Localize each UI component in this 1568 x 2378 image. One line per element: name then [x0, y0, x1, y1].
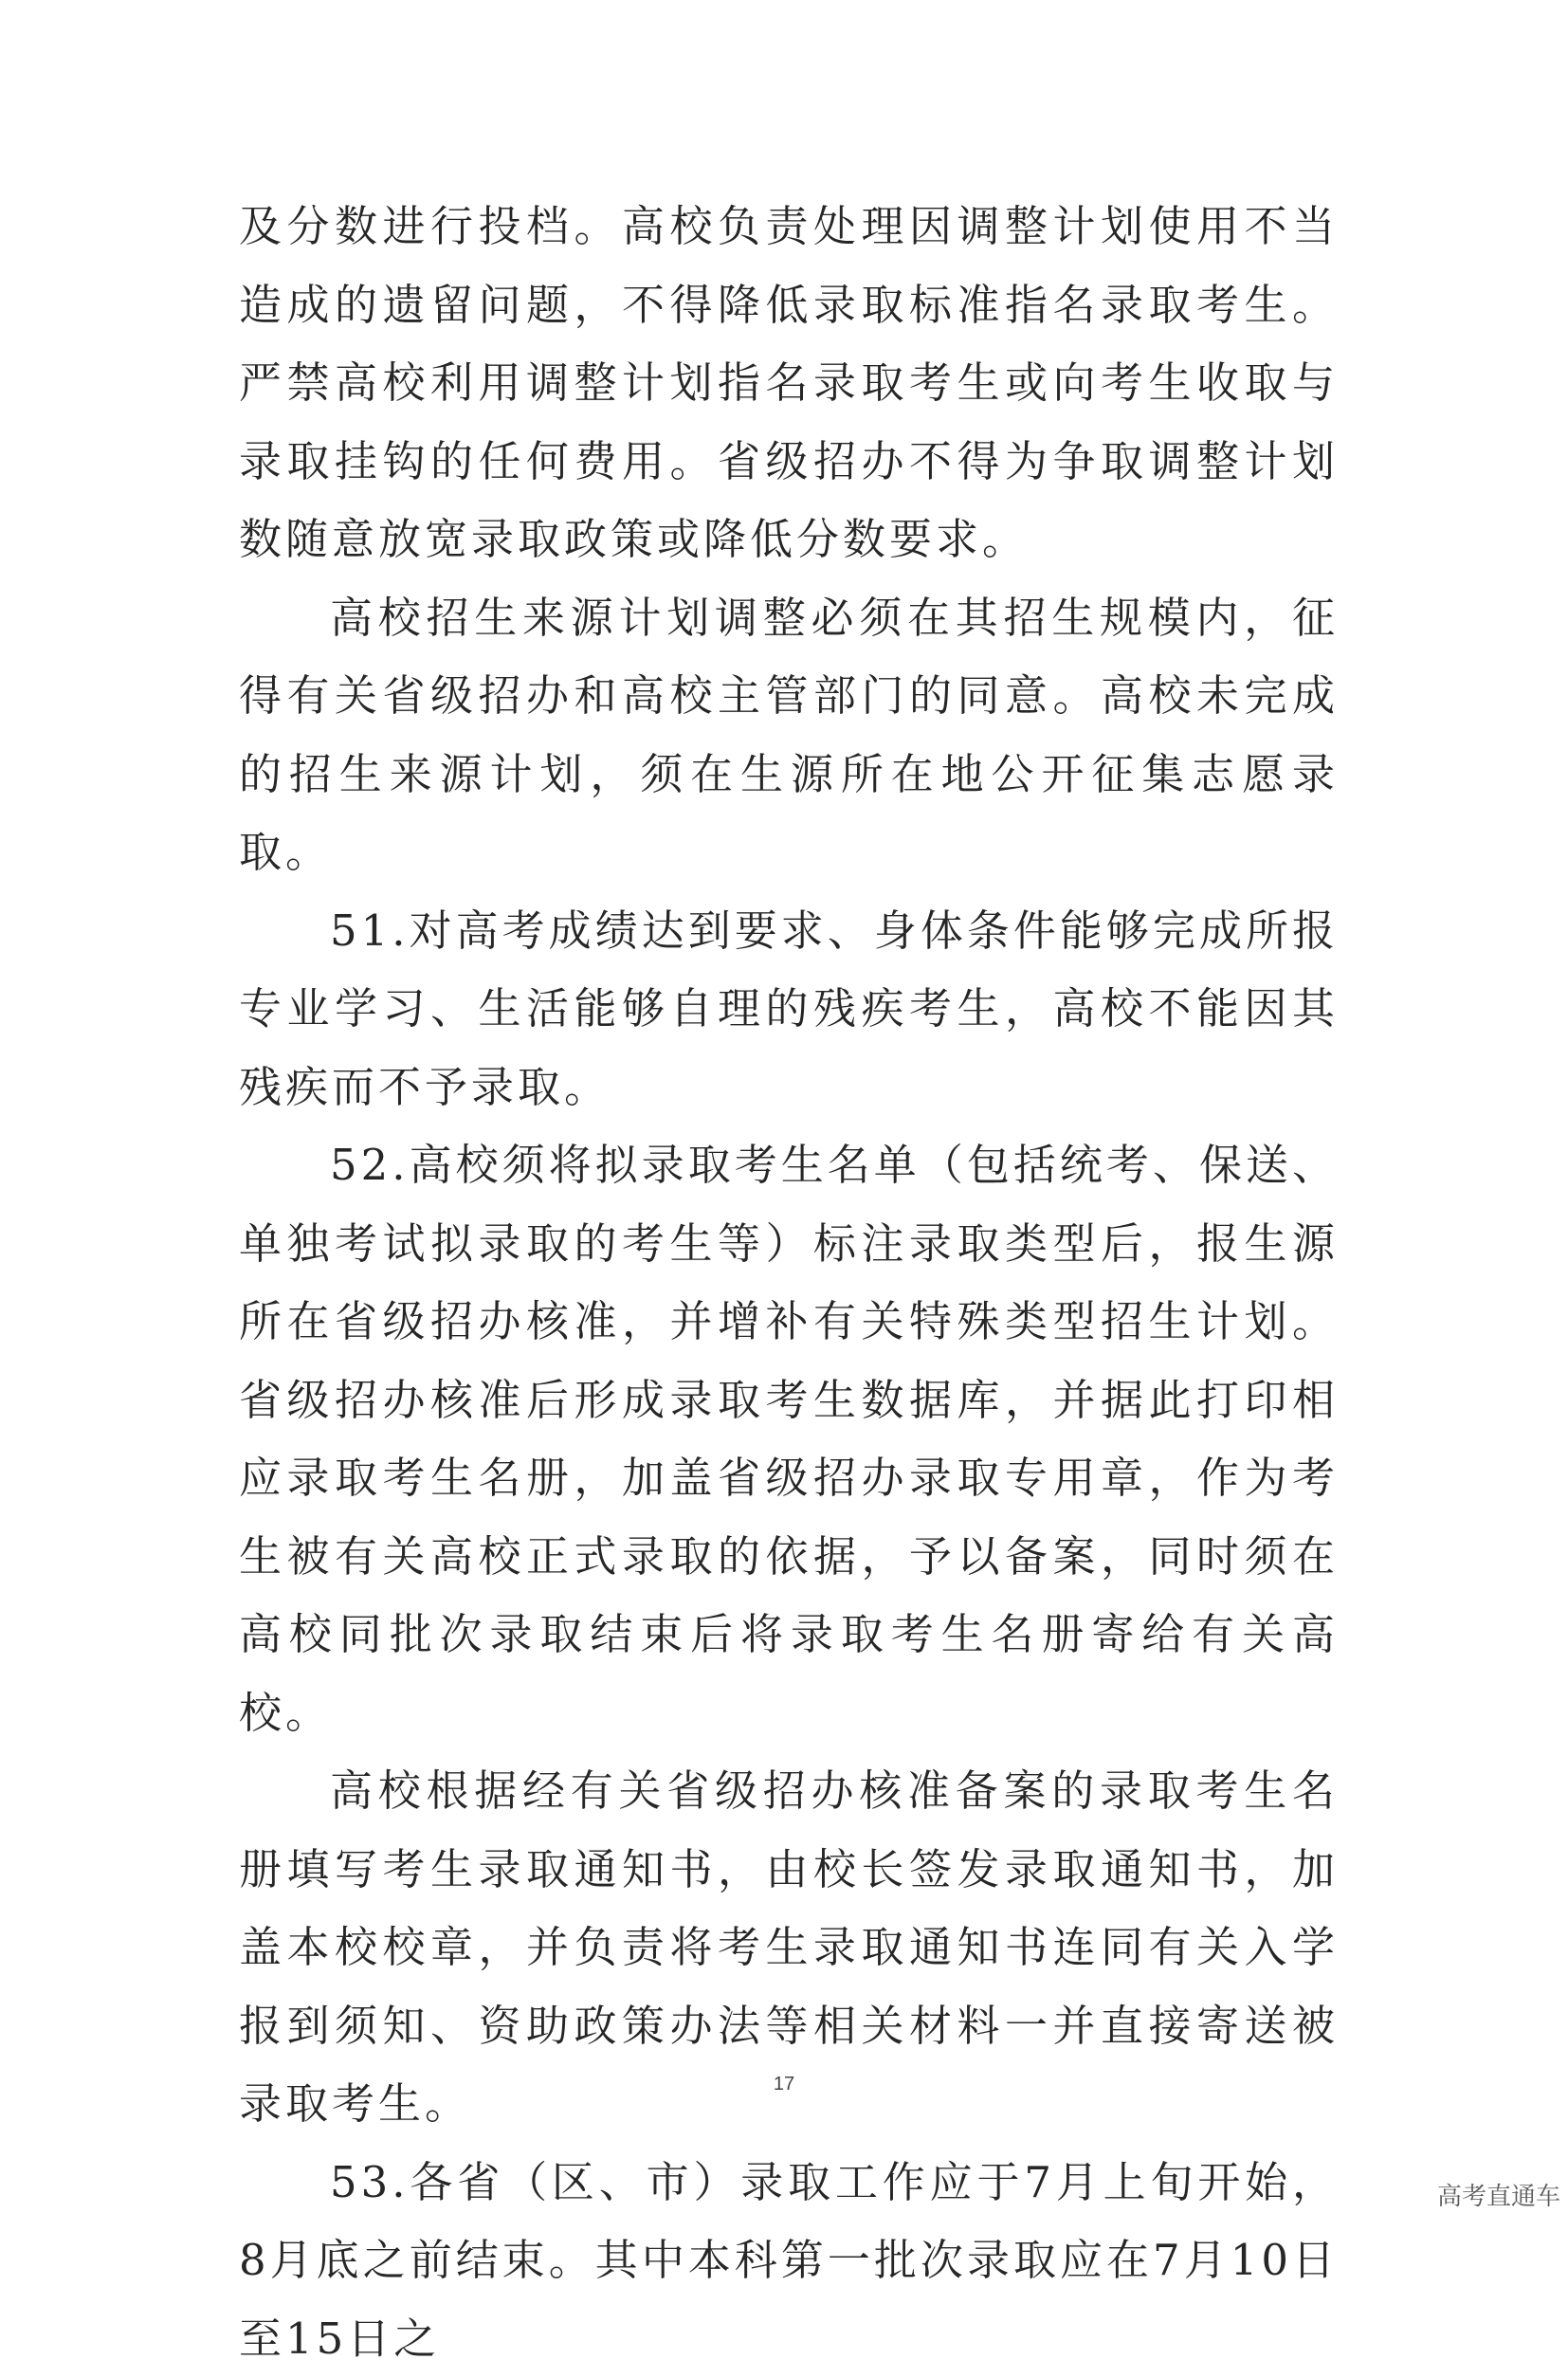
paragraph-4: 52.高校须将拟录取考生名单（包括统考、保送、单独考试拟录取的考生等）标注录取类型后，报生源所在省级招办核准，并增补有关特殊类型招生计划。省级招办核准后形成录取考生数据库，并据此打印相应录取考生名册，加盖省级招办录取专用章，作为考生被有关高校正式录取的依据，予以备案，同时须在高校同批次录取结束后将录取考生名册寄给有关高校。	[239, 1126, 1339, 1752]
paragraph-6: 53.各省（区、市）录取工作应于7月上旬开始，8月底之前结束。其中本科第一批次录取应在7月10日至15日之	[239, 2144, 1339, 2378]
paragraph-1: 及分数进行投档。高校负责处理因调整计划使用不当造成的遗留问题，不得降低录取标准指名录取考生。严禁高校利用调整计划指名录取考生或向考生收取与录取挂钩的任何费用。省级招办不得为争取调整计划数随意放宽录取政策或降低分数要求。	[239, 188, 1339, 579]
page-number: 17	[0, 2074, 1568, 2095]
paragraph-5: 高校根据经有关省级招办核准备案的录取考生名册填写考生录取通知书，由校长签发录取通知书，加盖本校校章，并负责将考生录取通知书连同有关入学报到须知、资助政策办法等相关材料一并直接寄送被录取考生。	[239, 1752, 1339, 2144]
watermark: 高考直通车	[1437, 2177, 1560, 2212]
paragraph-2: 高校招生来源计划调整必须在其招生规模内，征得有关省级招办和高校主管部门的同意。高校未完成的招生来源计划，须在生源所在地公开征集志愿录取。	[239, 579, 1339, 892]
body-text	[239, 188, 1339, 2378]
paragraph-3: 51.对高考成绩达到要求、身体条件能够完成所报专业学习、生活能够自理的残疾考生，高校不能因其残疾而不予录取。	[239, 892, 1339, 1127]
